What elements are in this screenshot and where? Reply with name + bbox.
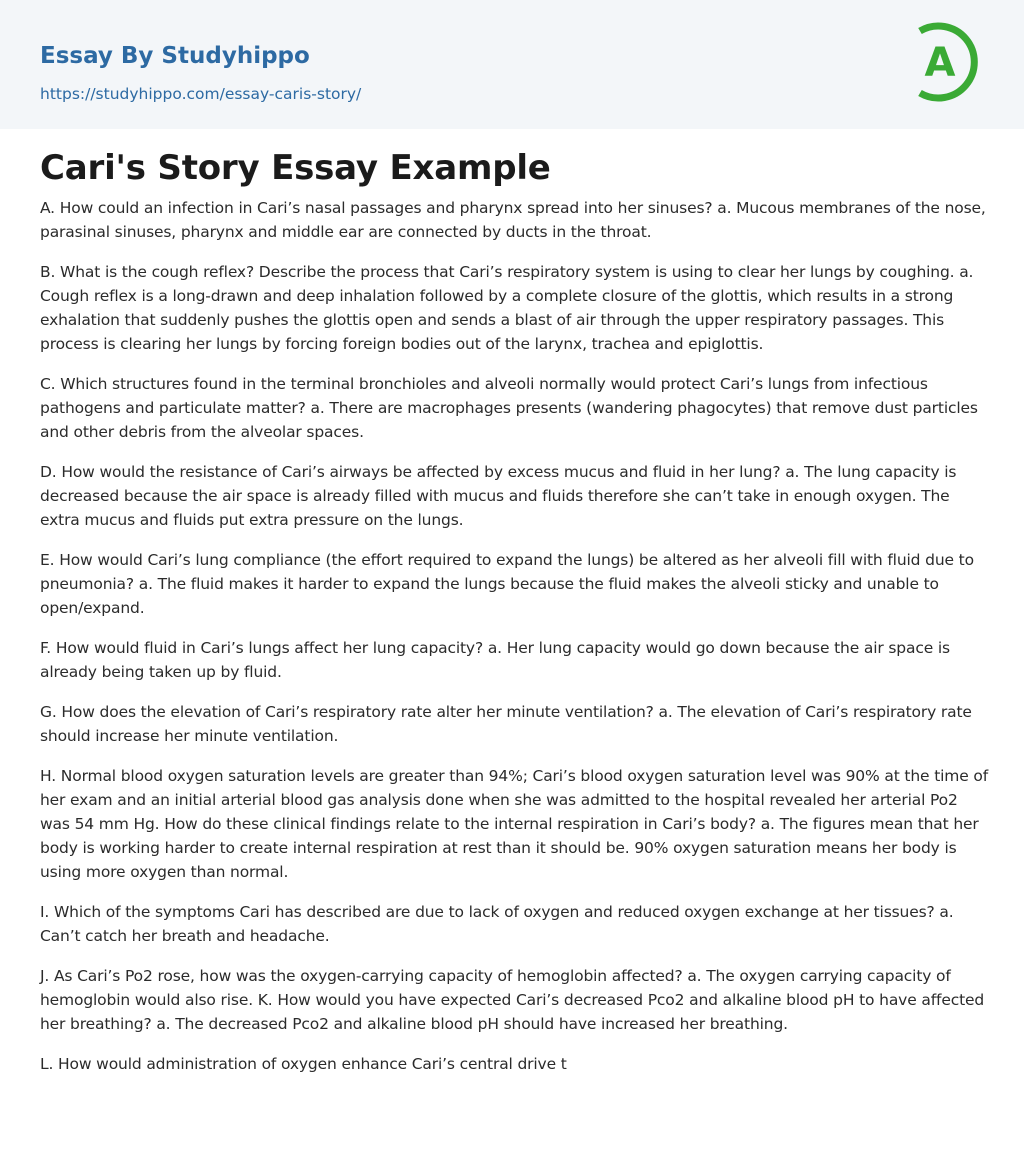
page-title: Cari's Story Essay Example bbox=[40, 148, 551, 188]
paragraph-a: A. How could an infection in Cari’s nasal passages and pharynx spread into her sinuses? a. Mucous membranes of the nose, parasinal sinuses, pharynx and middle ear are connected by ducts in the throat. bbox=[40, 199, 986, 241]
site-header bbox=[0, 0, 1024, 129]
paragraph-i: I. Which of the symptoms Cari has described are due to lack of oxygen and reduced oxygen exchange at her tissues? a. Can’t catch her breath and headache. bbox=[40, 903, 954, 945]
paragraph-b: B. What is the cough reflex? Describe the process that Cari’s respiratory system is using to clear her lungs by coughing. a. Cough reflex is a long-drawn and deep inhalation followed by a complete closure of the glottis, which results in a strong exhalation that suddenly pushes the glottis open and sends a blast of air through the upper respiratory passages. This process is clearing her lungs by forcing foreign bodies out of the larynx, trachea and epiglottis. bbox=[40, 263, 974, 353]
logo-letter: A bbox=[924, 40, 956, 86]
paragraph-f: F. How would fluid in Cari’s lungs affect her lung capacity? a. Her lung capacity would go down because the air space is already being taken up by fluid. bbox=[40, 639, 950, 681]
paragraph-h: H. Normal blood oxygen saturation levels are greater than 94%; Cari’s blood oxygen saturation level was 90% at the time of her exam and an initial arterial blood gas analysis done when she was admitted to the hospital revealed her arterial Po2 was 54 mm Hg. How do these clinical findings relate to the internal respiration in Cari’s body? a. The figures mean that her body is working harder to create internal respiration at rest than it should be. 90% oxygen saturation means her body is using more oxygen than normal. bbox=[40, 767, 989, 881]
paragraph-c: C. Which structures found in the terminal bronchioles and alveoli normally would protect Cari’s lungs from infectious pathogens and particulate matter? a. There are macrophages presents (wandering phagocytes) that remove dust particles and other debris from the alveolar spaces. bbox=[40, 375, 978, 441]
paragraph-g: G. How does the elevation of Cari’s respiratory rate alter her minute ventilation? a. The elevation of Cari’s respiratory rate should increase her minute ventilation. bbox=[40, 703, 972, 745]
article-body bbox=[40, 196, 990, 1076]
essay-url-link[interactable]: https://studyhippo.com/essay-caris-story/ bbox=[40, 85, 362, 103]
paragraph-d: D. How would the resistance of Cari’s airways be affected by excess mucus and fluid in her lung? a. The lung capacity is decreased because the air space is already filled with mucus and fluids therefore she can’t take in enough oxygen. The extra mucus and fluids put extra pressure on the lungs. bbox=[40, 463, 957, 529]
letter-a-ring-logo-icon[interactable] bbox=[912, 19, 986, 105]
paragraph-j: J. As Cari’s Po2 rose, how was the oxygen-carrying capacity of hemoglobin affected? a. The oxygen carrying capacity of hemoglobin would also rise. K. How would you have expected Cari’s decreased Pco2 and alkaline blood pH to have affected her breathing? a. The decreased Pco2 and alkaline blood pH should have increased her breathing. bbox=[40, 967, 985, 1033]
site-title[interactable]: Essay By Studyhippo bbox=[40, 43, 310, 69]
paragraph-l: L. How would administration of oxygen enhance Cari’s central drive t bbox=[40, 1055, 567, 1073]
article bbox=[40, 142, 990, 1092]
paragraph-e: E. How would Cari’s lung compliance (the effort required to expand the lungs) be altered as her alveoli fill with fluid due to pneumonia? a. The fluid makes it harder to expand the lungs because the fluid makes the alveoli sticky and unable to open/expand. bbox=[40, 551, 974, 617]
